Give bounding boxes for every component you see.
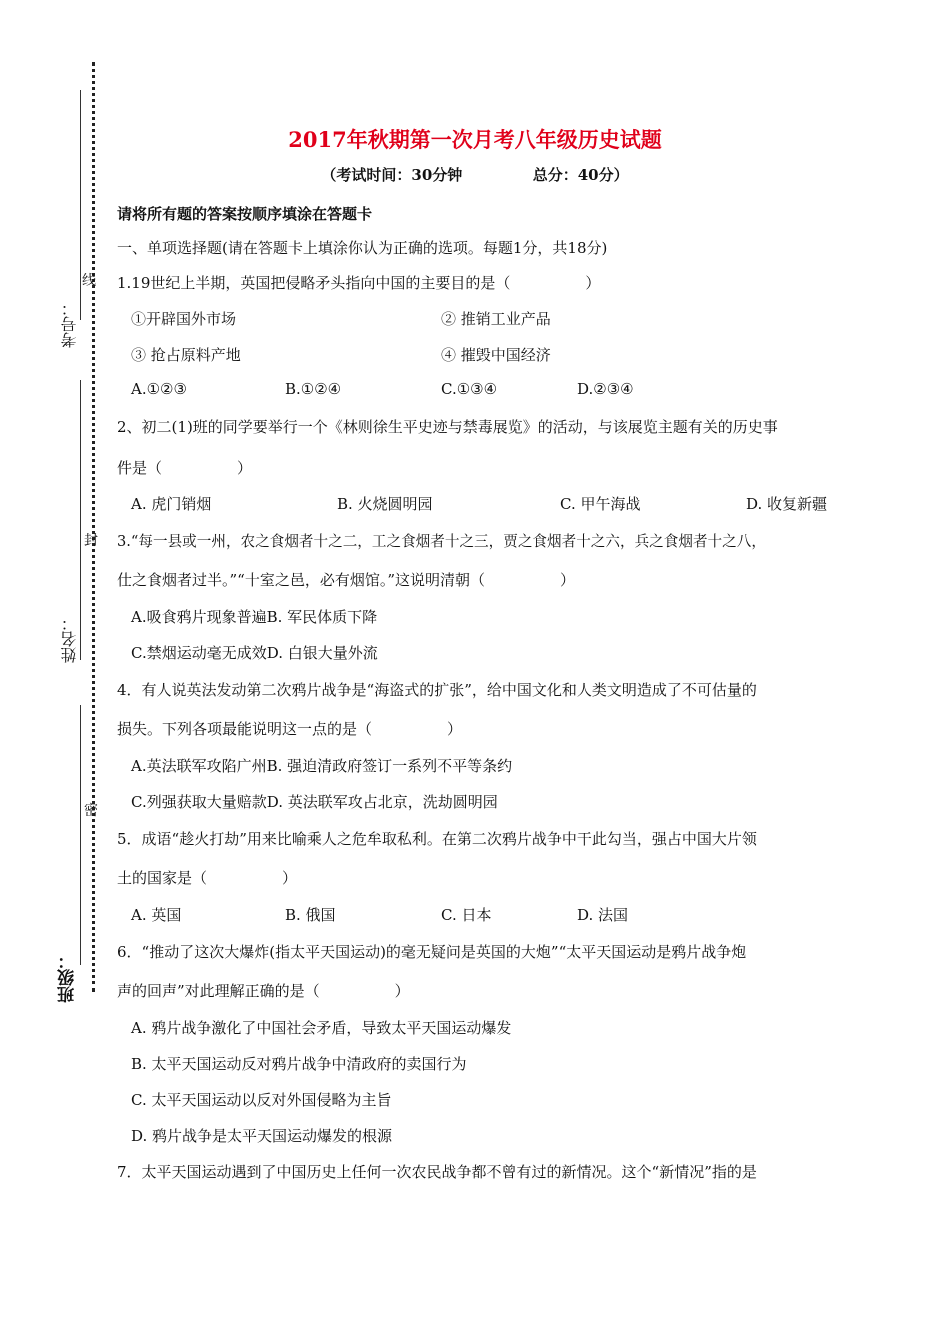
class-label: 班级： [58, 952, 78, 1003]
q1-choice: C.①③④ [441, 380, 498, 398]
margin-mi: 密 [84, 803, 98, 819]
q6-option: D. 鸦片战争是太平天国运动爆发的根源 [131, 1127, 393, 1145]
name-label: 姓名： [60, 615, 79, 663]
q4-options: C.列强获取大量赔款D. 英法联军攻占北京，洗劫圆明园 [131, 793, 498, 811]
q3-stem: 仕之食烟者过半。”“十室之邑，必有烟馆。”这说明清朝（ ） [117, 571, 576, 589]
q6-option: C. 太平天国运动以反对外国侵略为主旨 [131, 1091, 392, 1109]
q3-stem: 3.“每一县或一州，农之食烟者十之二，工之食烟者十之三，贾之食烟者十之六，兵之食烟者十之八， [117, 533, 766, 550]
q1-choice: A.①②③ [131, 380, 187, 398]
q2-choice: D. 收复新疆 [746, 495, 828, 513]
exam-time: （考试时间：30分钟 [321, 166, 463, 184]
q1-item: ①开辟国外市场 [131, 310, 237, 328]
q4-stem: 4．有人说英法发动第二次鸦片战争是“海盗式的扩张”，给中国文化和人类文明造成了不可估量的 [117, 681, 757, 699]
margin-xian: 线 [82, 273, 96, 289]
q7-stem: 7．太平天国运动遇到了中国历史上任何一次农民战争都不曾有过的新情况。这个“新情况”指的是 [117, 1163, 757, 1181]
q1-stem: 1.19世纪上半期，英国把侵略矛头指向中国的主要目的是（ ） [117, 274, 601, 292]
q2-stem: 2、初二(1)班的同学要举行一个《林则徐生平史迹与禁毒展览》的活动，与该展览主题有关的历史事 [117, 418, 778, 436]
q2-stem: 件是（ ） [117, 459, 253, 477]
q2-choice: A. 虎门销烟 [131, 495, 212, 513]
q5-choice: B. 俄国 [285, 906, 336, 924]
exam-no-label: 考号： [60, 300, 79, 348]
q2-choice: C. 甲午海战 [560, 495, 641, 513]
exam-info [0, 164, 950, 185]
exam-total-score: 总分：40分） [532, 166, 629, 184]
q1-choice: D.②③④ [577, 380, 634, 398]
instruction: 请将所有题的答案按顺序填涂在答题卡 [117, 205, 373, 223]
class-underline [80, 705, 81, 965]
q6-option: B. 太平天国运动反对鸦片战争中清政府的卖国行为 [131, 1055, 467, 1073]
binding-dotted-line [92, 62, 95, 992]
q6-option: A. 鸦片战争激化了中国社会矛盾，导致太平天国运动爆发 [131, 1019, 512, 1037]
q5-choice: D. 法国 [577, 906, 629, 924]
q5-stem: 5．成语“趁火打劫”用来比喻乘人之危牟取私利。在第二次鸦片战争中干此勾当，强占中国大片领 [117, 830, 757, 848]
q5-stem: 土的国家是（ ） [117, 869, 298, 887]
q1-item: ② 推销工业产品 [441, 310, 551, 328]
margin-feng: 封 [84, 533, 98, 549]
q6-stem: 6．“推动了这次大爆炸(指太平天国运动)的毫无疑问是英国的大炮”“太平天国运动是鸦片战争炮 [117, 943, 747, 961]
q5-choice: A. 英国 [131, 906, 182, 924]
q1-item: ③ 抢占原料产地 [131, 346, 241, 364]
q1-item: ④ 摧毁中国经济 [441, 346, 551, 364]
q3-options: C.禁烟运动毫无成效D. 白银大量外流 [131, 644, 378, 662]
name-underline [80, 380, 81, 660]
section-heading: 一、单项选择题(请在答题卡上填涂你认为正确的选项。每题1分，共18分) [117, 239, 608, 257]
q6-stem: 声的回声”对此理解正确的是（ ） [117, 982, 410, 1000]
q2-choice: B. 火烧圆明园 [337, 495, 433, 513]
q4-options: A.英法联军攻陷广州B. 强迫清政府签订一系列不平等条约 [131, 757, 513, 775]
q5-choice: C. 日本 [441, 906, 492, 924]
page-title: 2017年秋期第一次月考八年级历史试题 [288, 127, 662, 152]
q3-options: A.吸食鸦片现象普遍B. 军民体质下降 [131, 608, 378, 626]
q4-stem: 损失。下列各项最能说明这一点的是（ ） [117, 720, 463, 738]
q1-choice: B.①②④ [285, 380, 342, 398]
